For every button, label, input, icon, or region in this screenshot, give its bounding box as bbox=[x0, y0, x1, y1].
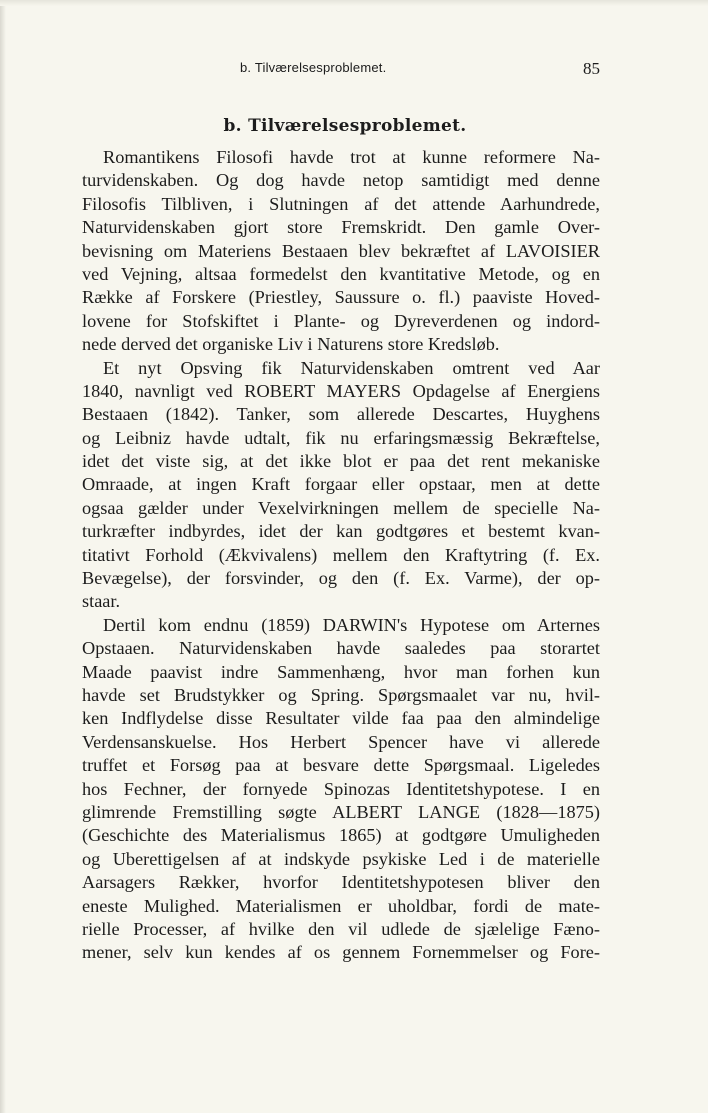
text-line: nede derved det organiske Liv i Naturens store Kredsløb. bbox=[82, 334, 500, 355]
text-line: Filosofis Tilbliven, i Slutningen af det attende Aarhundrede, bbox=[82, 193, 600, 214]
text-line: Række af Forskere (Priestley, Saussure o. fl.) paaviste Hoved- bbox=[82, 287, 600, 308]
text-line: titativt Forhold (Ækvivalens) mellem den Kraftytring (f. Ex. bbox=[82, 544, 600, 565]
text-line: hos Fechner, der fornyede Spinozas Identitetshypotese. I en bbox=[82, 778, 600, 799]
text-line: Verdensanskuelse. Hos Herbert Spencer have vi allerede bbox=[82, 731, 600, 752]
text-line: bevisning om Materiens Bestaaen blev bekræftet af LAVOISIER bbox=[82, 240, 600, 261]
text-line: Bestaaen (1842). Tanker, som allerede Descartes, Huyghens bbox=[82, 404, 600, 425]
text-line: lovene for Stofskiftet i Plante- og Dyreverdenen og indord- bbox=[82, 310, 600, 331]
text-line: truffet et Forsøg paa at besvare dette Spørgsmaal. Ligeledes bbox=[82, 755, 600, 776]
text-line: Romantikens Filosofi havde trot at kunne reformere Na- bbox=[103, 147, 600, 167]
running-head: b. Tilværelsesproblemet. bbox=[240, 60, 387, 75]
text-line: havde set Brudstykker og Spring. Spørgsmaalet var nu, hvil- bbox=[82, 684, 600, 705]
body-text bbox=[82, 146, 600, 965]
text-line: ken Indflydelse disse Resultater vilde faa paa den almindelige bbox=[82, 708, 600, 729]
text-line: Opstaaen. Naturvidenskaben havde saaledes paa storartet bbox=[82, 638, 600, 659]
text-line: Naturvidenskaben gjort store Fremskridt. Den gamle Over- bbox=[82, 217, 600, 238]
text-line: 1840, navnligt ved ROBERT MAYERS Opdagelse af Energiens bbox=[82, 380, 600, 401]
text-line: og Uberettigelsen af at indskyde psykiske Led i de materielle bbox=[82, 848, 600, 869]
text-line: Et nyt Opsving fik Naturvidenskaben omtrent ved Aar bbox=[103, 357, 600, 378]
text-line: idet det viste sig, at det ikke blot er paa det rent mekaniske bbox=[82, 451, 600, 472]
text-line: ved Vejning, altsaa formedelst den kvantitative Metode, og en bbox=[82, 263, 600, 284]
text-line: eneste Mulighed. Materialismen er uholdbar, fordi de mate- bbox=[82, 895, 600, 916]
text-line: turkræfter indbyrdes, idet der kan godtgøres et bestemt kvan- bbox=[82, 521, 600, 542]
text-line: staar. bbox=[82, 591, 121, 612]
text-line: Aarsagers Rækker, hvorfor Identitetshypotesen bliver den bbox=[82, 872, 600, 893]
text-line: Dertil kom endnu (1859) DARWIN's Hypotese om Arternes bbox=[103, 614, 600, 635]
page-number: 85 bbox=[583, 59, 600, 78]
text-line: Bevægelse), der forsvinder, og den (f. Ex. Varme), der op- bbox=[82, 568, 600, 589]
text-line: turvidenskaben. Og dog havde netop samtidigt med denne bbox=[82, 170, 600, 191]
text-line: ogsaa gælder under Vexelvirkningen mellem de specielle Na- bbox=[82, 497, 600, 518]
text-line: mener, selv kun kendes af os gennem Fornemmelser og Fore- bbox=[82, 942, 600, 963]
text-line: (Geschichte des Materialismus 1865) at godtgøre Umuligheden bbox=[82, 825, 600, 846]
text-line: glimrende Fremstilling søgte ALBERT LANGE (1828—1875) bbox=[82, 801, 600, 822]
text-line: Omraade, at ingen Kraft forgaar eller opstaar, men at dette bbox=[82, 474, 600, 495]
text-line: Maade paavist indre Sammenhæng, hvor man forhen kun bbox=[82, 661, 600, 682]
text-line: rielle Processer, af hvilke den vil udlede de sjælelige Fæno- bbox=[82, 918, 600, 939]
text-line: og Leibniz havde udtalt, fik nu erfaringsmæssig Bekræftelse, bbox=[82, 427, 600, 448]
page-edge-top bbox=[0, 0, 708, 6]
page-edge bbox=[0, 0, 6, 1113]
section-title: b. Tilværelsesproblemet. bbox=[223, 116, 467, 136]
